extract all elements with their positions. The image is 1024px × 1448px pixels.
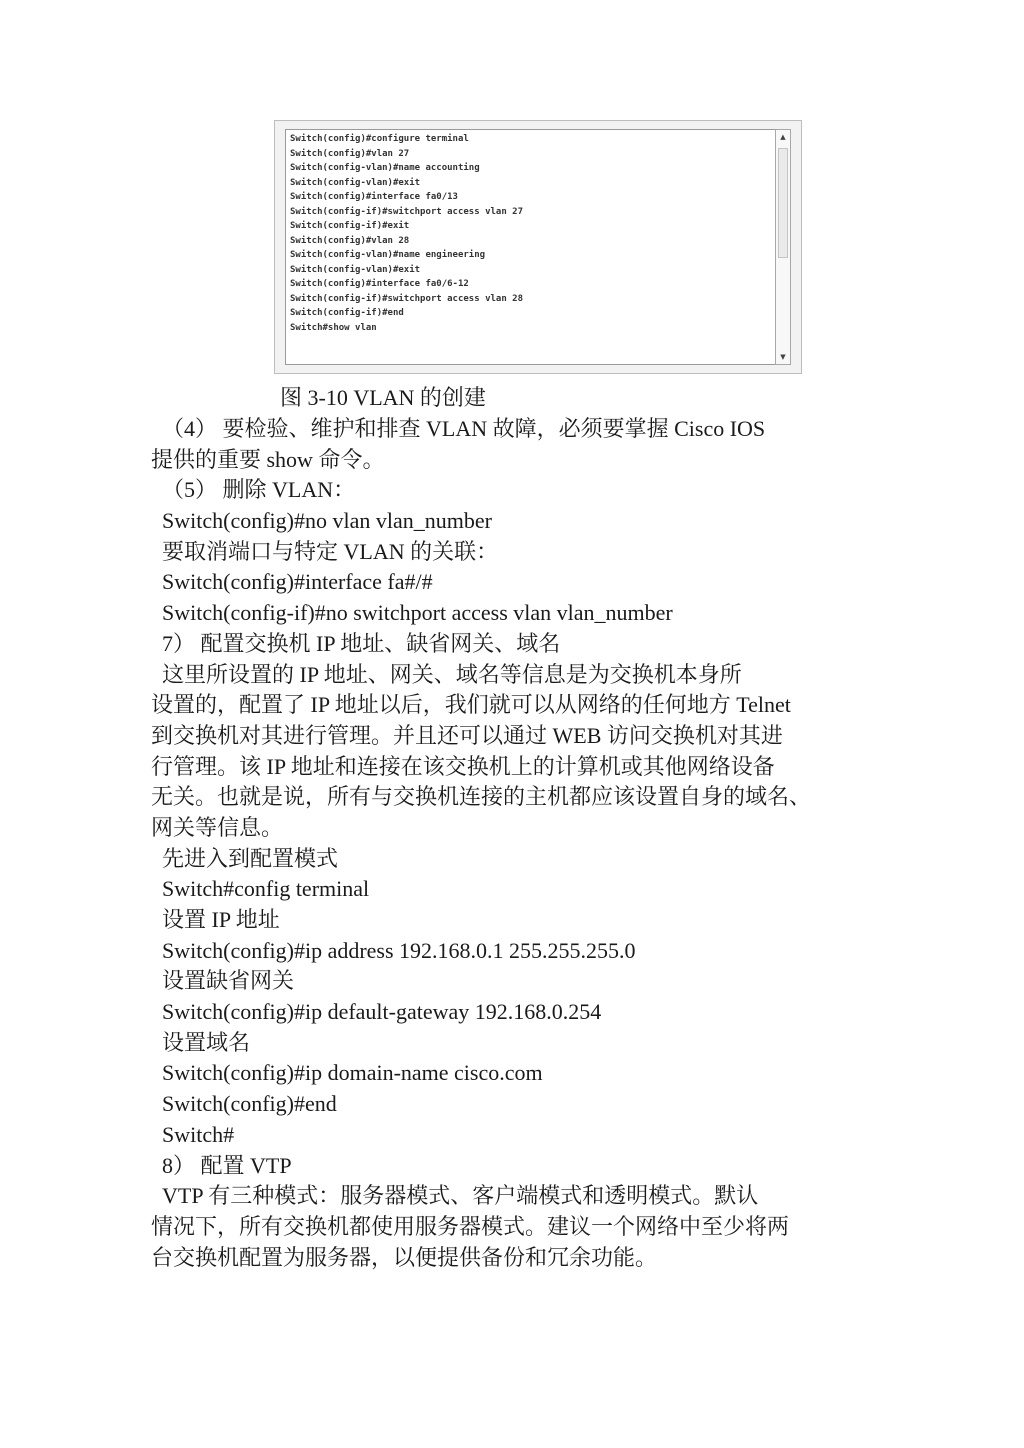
terminal-line: Switch(config)#vlan 27 xyxy=(290,148,410,159)
paragraph-line: Switch# xyxy=(162,1121,235,1147)
scroll-thumb[interactable] xyxy=(778,148,788,258)
terminal-scrollbar[interactable] xyxy=(775,129,791,365)
paragraph-line: Switch(config)#no vlan vlan_number xyxy=(162,508,492,534)
terminal-output-area xyxy=(285,129,777,365)
terminal-line: Switch#show vlan xyxy=(290,322,377,333)
paragraph-line: Switch(config)#end xyxy=(162,1091,337,1117)
paragraph-line: 行管理。该 IP 地址和连接在该交换机上的计算机或其他网络设备 xyxy=(151,753,775,779)
paragraph-line: Switch(config)#interface fa#/# xyxy=(162,569,433,595)
paragraph-line: 8） 配置 VTP xyxy=(162,1152,292,1178)
terminal-lines xyxy=(290,132,523,335)
terminal-line: Switch(config-if)#exit xyxy=(290,221,410,231)
paragraph-line: Switch(config)#ip address 192.168.0.1 255.255.255.0 xyxy=(162,937,636,963)
scroll-up-icon[interactable]: ▲ xyxy=(780,133,786,141)
paragraph-line: 要取消端口与特定 VLAN 的关联： xyxy=(162,538,499,564)
scroll-down-icon[interactable]: ▼ xyxy=(780,353,786,361)
terminal-line: Switch(config-vlan)#name accounting xyxy=(290,163,480,173)
paragraph-line: 到交换机对其进行管理。并且还可以通过 WEB 访问交换机对其进 xyxy=(151,722,783,748)
paragraph-line: Switch(config-if)#no switchport access vlan vlan_number xyxy=(162,600,673,626)
figure-caption: 图 3-10 VLAN 的创建 xyxy=(280,385,486,410)
paragraph-line: 设置的，配置了 IP 地址以后，我们就可以从网络的任何地方 Telnet xyxy=(151,692,791,718)
terminal-line: Switch(config)#interface fa0/6-12 xyxy=(290,279,469,289)
terminal-line: Switch(config-if)#switchport access vlan 27 xyxy=(290,206,523,217)
paragraph-line: 设置域名 xyxy=(162,1029,251,1055)
terminal-line: Switch(config-vlan)#exit xyxy=(290,177,421,188)
paragraph-line: 情况下，所有交换机都使用服务器模式。建议一个网络中至少将两 xyxy=(151,1213,790,1239)
paragraph-line: Switch#config terminal xyxy=(162,876,370,902)
paragraph-line: 7） 配置交换机 IP 地址、缺省网关、域名 xyxy=(162,630,561,656)
body-text xyxy=(151,414,911,1273)
paragraph-line: 无关。也就是说，所有与交换机连接的主机都应该设置自身的域名、 xyxy=(151,784,812,810)
terminal-screenshot xyxy=(274,120,802,374)
terminal-line: Switch(config-if)#switchport access vlan 28 xyxy=(290,293,523,304)
terminal-line: Switch(config-if)#end xyxy=(290,308,404,318)
paragraph-line: （4） 要检验、维护和排查 VLAN 故障，必须要掌握 Cisco IOS xyxy=(162,416,766,441)
paragraph-line: Switch(config)#ip default-gateway 192.168.0.254 xyxy=(162,999,602,1025)
paragraph-line: 先进入到配置模式 xyxy=(162,845,339,871)
terminal-line: Switch(config)#interface fa0/13 xyxy=(290,192,458,202)
terminal-line: Switch(config)#vlan 28 xyxy=(290,235,410,246)
paragraph-line: Switch(config)#ip domain-name cisco.com xyxy=(162,1060,543,1086)
paragraph-line: 这里所设置的 IP 地址、网关、域名等信息是为交换机本身所 xyxy=(162,661,742,687)
terminal-line: Switch(config-vlan)#name engineering xyxy=(290,250,486,260)
paragraph-line: VTP 有三种模式：服务器模式、客户端模式和透明模式。默认 xyxy=(162,1183,759,1209)
paragraph-line: 设置 IP 地址 xyxy=(162,907,280,932)
paragraph-line: （5） 删除 VLAN： xyxy=(162,477,356,503)
paragraph-line: 提供的重要 show 命令。 xyxy=(151,446,385,472)
terminal-line: Switch(config-vlan)#exit xyxy=(290,264,421,275)
terminal-line: Switch(config)#configure terminal xyxy=(290,134,469,144)
paragraph-line: 网关等信息。 xyxy=(151,814,284,840)
paragraph-line: 台交换机配置为服务器，以便提供备份和冗余功能。 xyxy=(151,1244,658,1270)
paragraph-line: 设置缺省网关 xyxy=(162,968,295,994)
